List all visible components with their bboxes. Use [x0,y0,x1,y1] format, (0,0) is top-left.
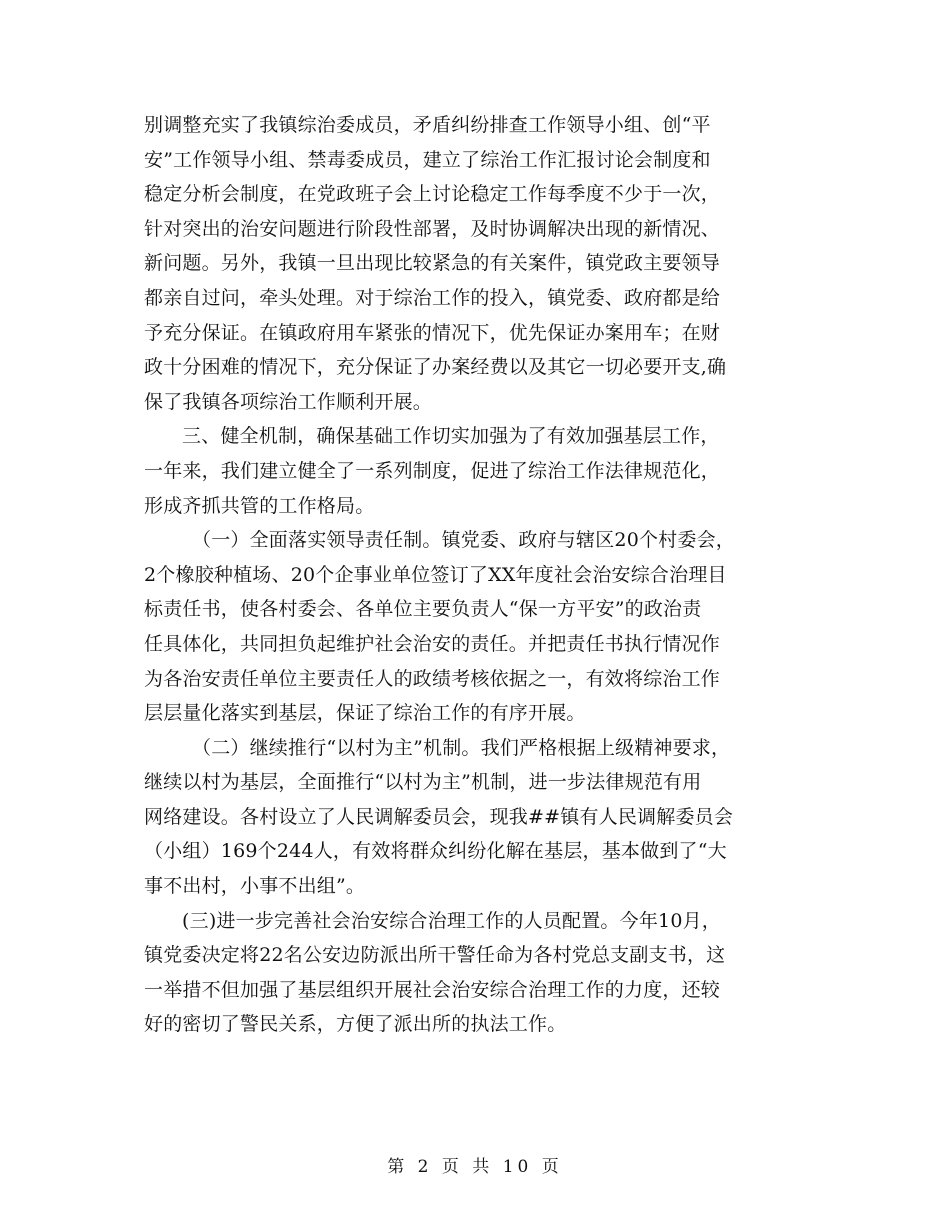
text-line: (三)进一步完善社会治安综合治理工作的人员配置。今年10月， [182,909,722,932]
text-line: 网络建设。各村设立了人民调解委员会，现我##镇有人民调解委员会 [144,805,734,828]
text-line: 别调整充实了我镇综治委成员，矛盾纠纷排查工作领导小组、创“平 [144,114,711,136]
text-line: 都亲自过问，牵头处理。对于综治工作的投入，镇党委、政府都是给 [144,286,721,309]
text-line: （小组）169个244人，有效将群众纠纷化解在基层，基本做到了“大 [144,840,727,863]
text-line: 2个橡胶种植场、20个企事业单位签订了XX年度社会治安综合治理目 [144,563,727,586]
text-line: 安”工作领导小组、禁毒委成员，建立了综治工作汇报讨论会制度和 [144,148,711,171]
text-line: 一年来，我们建立健全了一系列制度，促进了综治工作法律规范化， [144,459,721,482]
text-line: 予充分保证。在镇政府用车紧张的情况下，优先保证办案用车；在财 [144,321,721,344]
document-body [144,108,806,1042]
text-line: 标责任书，使各村委会、各单位主要负责人“保一方平安”的政治责 [144,598,702,621]
text-line: （二）继续推行“以村为主”机制。我们严格根据上级精神要求， [192,736,731,759]
text-line: 事不出村，小事不出组”。 [144,875,366,898]
text-line: 稳定分析会制度，在党政班子会上讨论稳定工作每季度不少于一次， [144,183,721,206]
text-line: 一举措不但加强了基层组织开展社会治安综合治理工作的力度，还较 [144,978,721,1001]
text-line: 新问题。另外，我镇一旦出现比较紧急的有关案件，镇党政主要领导 [144,252,721,275]
text-line: 形成齐抓共管的工作格局。 [144,494,375,517]
text-line: 保了我镇各项综治工作顺利开展。 [144,390,433,413]
text-line: 为各治安责任单位主要责任人的政绩考核依据之一，有效将综治工作 [144,667,721,690]
text-line: 镇党委决定将22名公安边防派出所干警任命为各村党总支副支书，这 [144,944,726,967]
page-number-footer: 第 2 页 共 10 页 [387,1157,563,1177]
text-line: 继续以村为基层，全面推行“以村为主”机制，进一步法律规范有用 [144,771,702,794]
paragraph-1 [144,108,806,419]
paragraph-4 [144,731,806,904]
paragraph-3 [144,523,806,731]
paragraph-5 [144,904,806,1042]
text-line: 任具体化，共同担负起维护社会治安的责任。并把责任书执行情况作 [144,632,721,655]
text-line: 三、健全机制，确保基础工作切实加强为了有效加强基层工作， [182,425,720,448]
text-line: 好的密切了警民关系，方便了派出所的执法工作。 [144,1013,567,1036]
text-line: （一）全面落实领导责任制。镇党委、政府与辖区20个村委会， [192,529,735,552]
paragraph-2 [144,419,806,523]
text-line: 层层量化落实到基层，保证了综治工作的有序开展。 [144,702,586,725]
text-line: 政十分困难的情况下，充分保证了办案经费以及其它一切必要开支,确 [144,356,727,379]
text-line: 针对突出的治安问题进行阶段性部署，及时协调解决出现的新情况、 [144,217,721,240]
